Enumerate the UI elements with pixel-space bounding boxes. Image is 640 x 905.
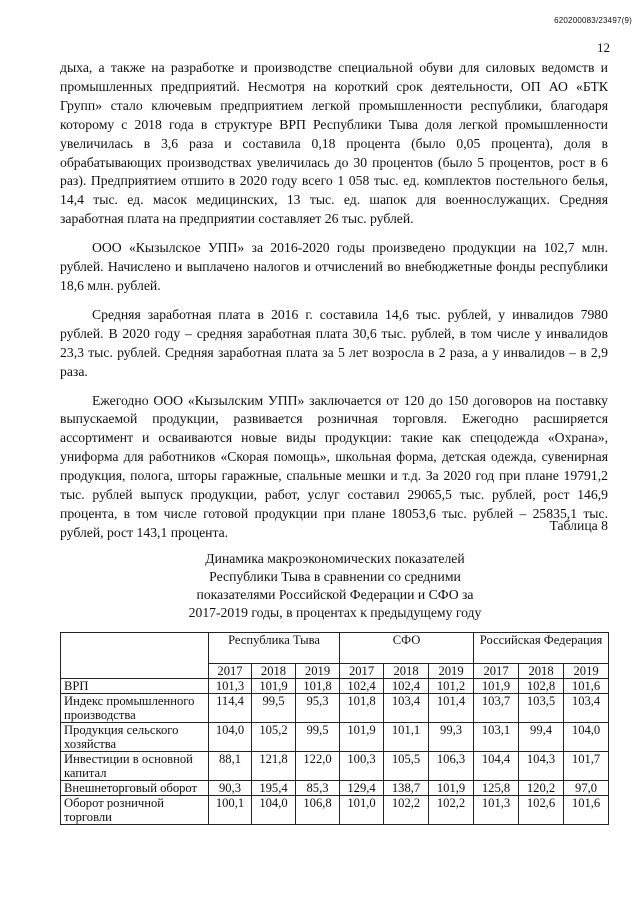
header-group: Республика Тыва [209,633,340,664]
table-cell: 125,8 [474,781,519,796]
table-cell: 101,0 [340,796,384,825]
table-row [61,752,609,781]
table-row [61,694,609,723]
table-cell: 101,3 [209,679,252,694]
table-cell: 99,5 [296,723,340,752]
table-cell: 102,6 [519,796,564,825]
header-year: 2019 [564,664,609,679]
paragraph: дыха, а также на разработке и производстве специальной обуви для силовых ведомств и промышленных предприятий. Несмотря на короткий срок деятельности, ОП АО «БТК Групп» стало ключевым предприятием легкой промышленности республики, благодаря которому с 2018 года в структуре ВРП Республики Тыва доля легкой промышленности увеличилась в 3,6 раза и составила 0,18 процента (было 0,05 процента), доля в обрабатывающих производствах увеличилась до 30 процентов (было 5 процентов, рост в 6 раз). Предприятием отшито в 2020 году всего 1 058 тыс. ед. комплектов постельного белья, 14,4 тыс. ед. масок медицинских, 13 тыс. ед. шапок для военнослужащих. Средняя заработная плата на предприятии составляет 26 тыс. рублей. [60,60,608,227]
table-cell: 101,9 [474,679,519,694]
row-label: Оборот розничной торговли [61,796,209,825]
table-cell: 101,1 [384,723,429,752]
table-title-line: Республики Тыва в сравнении со средними [209,569,461,584]
table-cell: 101,9 [429,781,474,796]
paragraph: ООО «Кызылское УПП» за 2016-2020 годы произведено продукции на 102,7 млн. рублей. Начислено и выплачено налогов и отчислений во внебюджетные фонды республики 18,6 млн. рублей. [60,240,608,293]
header-year: 2018 [519,664,564,679]
table-cell: 101,2 [429,679,474,694]
table-cell: 103,4 [564,694,609,723]
paragraph: Ежегодно ООО «Кызылским УПП» заключается от 120 до 150 договоров на поставку выпускаемой продукции, развивается розничная торговля. Ежегодно расширяется ассортимент и осваиваются новые виды продукции: такие как спецодежда «Охрана», униформа для работников «Скорая помощь», школьная форма, детская одежда, сувенирная продукция, полога, шторы гаражные, спальные мешки и т.д. За 2020 год при плане 19791,2 тыс. рублей выпуск продукции, работ, услуг составил 29065,5 тыс. рублей, рост 146,9 процента, в том числе готовой продукции при плане 18053,6 тыс. рублей – 25835,1 тыс. рублей, рост 143,1 процента. [60,392,608,540]
table-cell: 100,3 [340,752,384,781]
table-cell: 102,4 [384,679,429,694]
table-cell: 121,8 [252,752,296,781]
table-cell: 101,7 [564,752,609,781]
table-cell: 101,4 [429,694,474,723]
table-row [61,796,609,825]
header-group: Российская Федерация [474,633,609,664]
table-cell: 101,8 [296,679,340,694]
header-year: 2018 [252,664,296,679]
table-cell: 103,7 [474,694,519,723]
table-cell: 122,0 [296,752,340,781]
table-cell: 103,4 [384,694,429,723]
table-cell: 90,3 [209,781,252,796]
table-cell: 195,4 [252,781,296,796]
table-header-groups [61,633,609,664]
header-year: 2017 [340,664,384,679]
table-cell: 102,2 [384,796,429,825]
table-cell: 99,4 [519,723,564,752]
table-cell: 104,4 [474,752,519,781]
table-cell: 104,3 [519,752,564,781]
table-cell: 95,3 [296,694,340,723]
body-text [60,59,608,553]
header-blank-cell [61,633,209,679]
table-cell: 106,8 [296,796,340,825]
table-cell: 101,6 [564,679,609,694]
table-cell: 85,3 [296,781,340,796]
table-cell: 105,2 [252,723,296,752]
table-cell: 99,5 [252,694,296,723]
table-cell: 100,1 [209,796,252,825]
table-cell: 101,3 [474,796,519,825]
table-cell: 102,8 [519,679,564,694]
header-group: СФО [340,633,474,664]
table-cell: 103,1 [474,723,519,752]
row-label: Индекс промышленного производства [61,694,209,723]
table-cell: 101,9 [252,679,296,694]
table-row [61,679,609,694]
table-cell: 101,8 [340,694,384,723]
table-cell: 104,0 [209,723,252,752]
row-label: Продукция сельского хозяйства [61,723,209,752]
table-cell: 101,9 [340,723,384,752]
row-label: Инвестиции в основной капитал [61,752,209,781]
table-cell: 101,6 [564,796,609,825]
header-year: 2017 [209,664,252,679]
row-label: ВРП [61,679,209,694]
header-year: 2017 [474,664,519,679]
table-cell: 102,4 [340,679,384,694]
table-cell: 104,0 [564,723,609,752]
document-id: 620200083/23497(9) [554,16,632,25]
table-cell: 120,2 [519,781,564,796]
paragraph: Средняя заработная плата в 2016 г. составила 14,6 тыс. рублей, у инвалидов 7980 рублей. В 2020 году – средняя заработная плата 30,6 тыс. рублей, в том числе у инвалидов 23,3 тыс. рублей. Средняя заработная плата за 5 лет возросла в 2 раза, а у инвалидов – в 2,9 раза. [60,306,608,379]
header-year: 2019 [296,664,340,679]
table-cell: 114,4 [209,694,252,723]
table-label: Таблица 8 [549,518,608,533]
table-cell: 129,4 [340,781,384,796]
page-number: 12 [597,40,610,55]
table-cell: 99,3 [429,723,474,752]
header-year: 2018 [384,664,429,679]
table-row [61,723,609,752]
table-title-line: Динамика макроэкономических показателей [205,551,465,566]
table-cell: 104,0 [252,796,296,825]
table-cell: 102,2 [429,796,474,825]
table-cell: 105,5 [384,752,429,781]
table-cell: 88,1 [209,752,252,781]
table-cell: 138,7 [384,781,429,796]
table-cell: 97,0 [564,781,609,796]
table-cell: 103,5 [519,694,564,723]
table-title-line: показателями Российской Федерации и СФО за [196,587,474,602]
header-year: 2019 [429,664,474,679]
table-row [61,781,609,796]
row-label: Внешнеторговый оборот [61,781,209,796]
table-cell: 106,3 [429,752,474,781]
table-title-line: 2017-2019 годы, в процентах к предыдущему году [188,605,482,620]
macro-indicators-table [60,632,609,825]
table-title [140,550,530,622]
